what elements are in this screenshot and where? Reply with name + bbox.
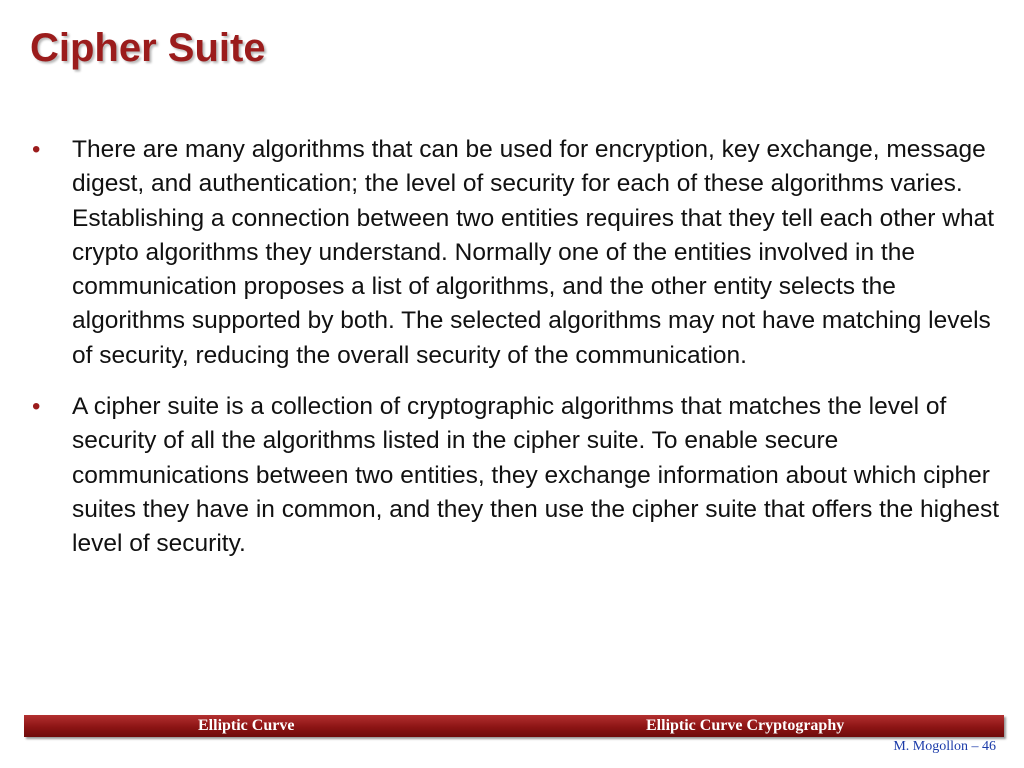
footer-left-label: Elliptic Curve xyxy=(198,717,295,734)
bullet-item xyxy=(30,133,1005,373)
slide-title: Cipher Suite xyxy=(30,26,266,70)
bullet-text: A cipher suite is a collection of cryptographic algorithms that matches the level of security of all the algorithms listed in the cipher suite. To enable secure communications between two entities, they exchange information about which cipher suites they have in common, and they then use the cipher suite that offers the highest level of security. xyxy=(72,393,1000,558)
bullet-list xyxy=(30,133,1005,579)
footer-right-label: Elliptic Curve Cryptography xyxy=(646,717,845,734)
bullet-item xyxy=(30,390,1005,561)
bullet-dot-icon: • xyxy=(32,393,41,421)
bullet-text: There are many algorithms that can be used for encryption, key exchange, message digest, and authentication; the level of security for each of these algorithms varies. Establishing a connection between two entities requires that they tell each other what crypto algorithms they understand. Normally one of the entities involved in the communication proposes a list of algorithms, and the other entity selects the algorithms supported by both. The selected algorithms may not have matching levels of security, reducing the overall security of the communication. xyxy=(72,136,995,369)
footer-bar xyxy=(24,715,1004,737)
page-credit: M. Mogollon – 46 xyxy=(893,739,996,754)
bullet-dot-icon: • xyxy=(32,136,41,163)
